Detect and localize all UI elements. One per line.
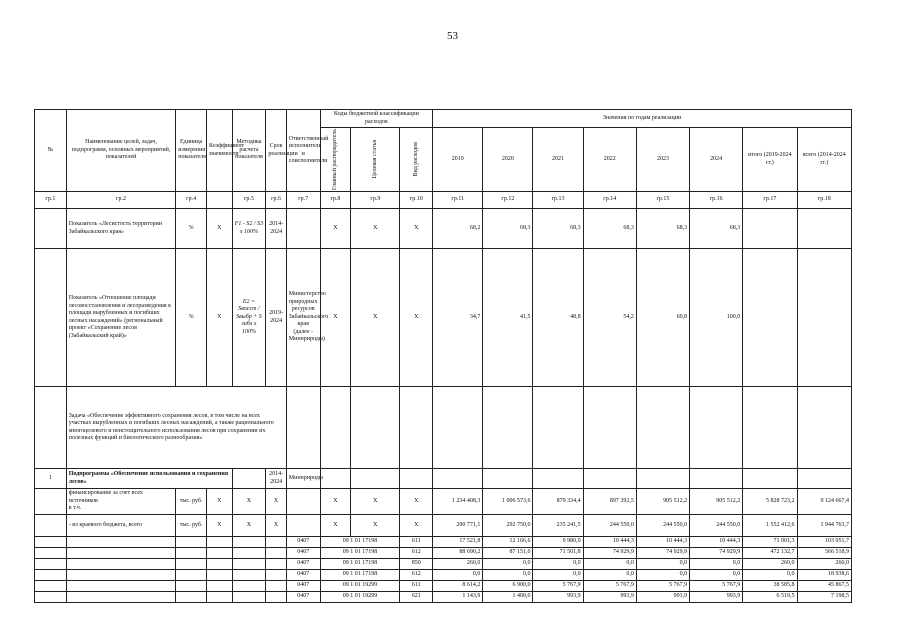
indicator-method: Е2 = Sвосст / Sвыбр + S гибл x 100% [232,249,266,387]
header-code-gr: Главный распорядитель [320,128,351,192]
financing-term: X [266,489,286,515]
header-codes: Коды бюджетной классификации расходов [320,110,433,128]
value-cell: 60,8 [636,249,689,387]
col-number: гр.10 [400,192,433,209]
task-text: Задача «Обеспечение эффективного сохранения лесов, в том числе на всех участках вырубленных и погибших лесных насаждений, а также рационального многоцелевого и неистощительного использования лесов при сохранении их полезных функций и биологического разнообразия» [66,387,286,469]
value-cell: 71 501,8 [533,548,583,559]
total-b-cell: 45 867,5 [797,581,851,592]
value-cell: 34,7 [433,249,483,387]
financing-method: X [232,489,266,515]
value-cell: 5 767,9 [636,581,689,592]
total-a-cell: 472 132,7 [743,548,797,559]
col-number: гр.1 [35,192,67,209]
value-cell: 68,3 [483,209,533,249]
detail-rows [35,537,852,603]
indicator-name: Показатель «Лесистость территории Забайкальского края» [66,209,176,249]
header-total-b: всего (2014-2024 гг.) [797,128,851,192]
value-cell: 5 767,9 [583,581,636,592]
code-vr: 612 [400,570,433,581]
code-gr: 0407 [286,581,320,592]
subprogram-term: 2014-2024 [266,469,286,489]
indicator-method: F1 - S2 / S3 x 100% [232,209,266,249]
code-vr: X [400,489,433,515]
value-cell: 74 929,9 [690,548,743,559]
header-year: 2019 [433,128,483,192]
code-vr: X [400,249,433,387]
code-vr: 612 [400,548,433,559]
code-cs: X [351,209,400,249]
indicator-coef: X [206,249,232,387]
code-cs: X [351,249,400,387]
regional-method: X [232,515,266,537]
value-cell: 0,0 [690,570,743,581]
value-cell: 74 929,9 [583,548,636,559]
value-cell: 1 143,9 [433,592,483,603]
header-year: 2021 [533,128,583,192]
value-cell: 0,0 [483,559,533,570]
indicator-row [35,209,852,249]
code-cs: X [351,515,400,537]
col-number-row [35,192,852,209]
financing-unit: тыс. руб. [176,489,207,515]
col-number [206,192,232,209]
task-row [35,387,852,469]
value-cell: 993,9 [583,592,636,603]
value-cell: 0,0 [533,559,583,570]
col-number: гр.14 [583,192,636,209]
subprogram-executor: Минприроды [286,469,320,489]
value-cell: 68,3 [690,209,743,249]
total-b-cell: 9 124 667,4 [797,489,851,515]
indicator-row [35,249,852,387]
header-coef: Коэффициент значимости [206,110,232,192]
col-number: гр.17 [743,192,797,209]
value-cell: 1 400,0 [483,592,533,603]
total-b-cell: 103 051,7 [797,537,851,548]
value-cell: 0,0 [583,570,636,581]
table-row [35,592,852,603]
financing-sub: в т.ч. [68,505,82,512]
code-cs: X [351,489,400,515]
value-cell: 68,3 [533,209,583,249]
indicator-unit: % [176,249,207,387]
col-number: гр.18 [797,192,851,209]
header-code-vr: Вид расходов [400,128,433,192]
col-number: гр.16 [690,192,743,209]
regional-row [35,515,852,537]
header-year: 2020 [483,128,533,192]
value-cell: 0,0 [636,570,689,581]
value-cell: 290 771,1 [433,515,483,537]
code-cs: 09 1 01 17198 [320,548,400,559]
code-gr: 0407 [286,559,320,570]
header-year: 2022 [583,128,636,192]
financing-coef: X [206,489,232,515]
total-a-cell: 0,0 [743,570,797,581]
value-cell: 10 444,3 [636,537,689,548]
subprogram-name: Подпрограмма «Обеспечение использования и сохранения лесов» [66,469,232,489]
table-row [35,537,852,548]
total-b-cell: 7 198,5 [797,592,851,603]
indicator-executor: Министерство природных ресурсов Забайкальского края (далее - Минприроды) [286,249,320,387]
indicator-term: 2014-2024 [266,209,286,249]
value-cell: 260,0 [433,559,483,570]
value-cell: 905 512,2 [690,489,743,515]
code-vr: X [400,209,433,249]
header-method: Методика расчета показателя [232,110,266,192]
indicator-term: 2019-2024 [266,249,286,387]
code-gr: 0407 [286,570,320,581]
col-number: гр.7 [286,192,320,209]
indicator-coef: X [206,209,232,249]
regional-name: - из краевого бюджета, всего [66,515,176,537]
value-cell: 48,8 [533,249,583,387]
value-cell: 244 550,0 [636,515,689,537]
header-values: Значения по годам реализации [433,110,852,128]
value-cell: 0,0 [690,559,743,570]
header-unit: Единица измерения показателя [176,110,207,192]
value-cell: 1 006 573,6 [483,489,533,515]
page-number: 53 [447,30,458,42]
regional-unit: тыс. руб. [176,515,207,537]
code-gr: X [320,489,351,515]
subprogram-num: 1 [35,469,67,489]
value-cell: 68,3 [583,209,636,249]
value-cell: 17 521,8 [433,537,483,548]
value-cell: 993,9 [533,592,583,603]
code-gr: X [320,515,351,537]
value-cell: 6 900,0 [483,581,533,592]
header-name: Наименование целей, задач, подпрограмм, основных мероприятий, показателей [66,110,176,192]
value-cell: 905 512,2 [636,489,689,515]
financing-row [35,489,852,515]
total-a-cell: 71 001,3 [743,537,797,548]
subprogram-row [35,469,852,489]
value-cell: 8 614,2 [433,581,483,592]
value-cell: 9 980,0 [533,537,583,548]
financing-name: финансирование за счет всех источников в т.ч. [66,489,176,515]
value-cell: 41,5 [483,249,533,387]
value-cell: 68,2 [433,209,483,249]
regional-term: X [266,515,286,537]
header-total-a: итого (2019-2024 гг.) [743,128,797,192]
value-cell: 244 550,0 [583,515,636,537]
value-cell: 88 690,2 [433,548,483,559]
header-code-cs: Целевая статья [351,128,400,192]
col-number: гр.2 [66,192,176,209]
total-a-cell: 6 519,5 [743,592,797,603]
code-gr: 0407 [286,537,320,548]
value-cell: 0,0 [433,570,483,581]
header-num: № [35,110,67,192]
value-cell: 5 767,9 [690,581,743,592]
header-year: 2023 [636,128,689,192]
col-number: гр.6 [266,192,286,209]
value-cell: 0,0 [583,559,636,570]
code-gr: X [320,209,351,249]
code-gr: X [320,249,351,387]
value-cell: 10 444,3 [690,537,743,548]
code-vr: X [400,515,433,537]
value-cell: 0,0 [533,570,583,581]
code-gr: 0407 [286,592,320,603]
regional-coef: X [206,515,232,537]
value-cell: 993,9 [636,592,689,603]
code-cs: 09 1 01 17198 [320,559,400,570]
table-row [35,581,852,592]
header-term: Срок реализации [266,110,286,192]
col-number: гр.11 [433,192,483,209]
total-a-cell: 38 585,8 [743,581,797,592]
col-number: гр.5 [232,192,266,209]
col-number: гр.12 [483,192,533,209]
value-cell: 0,0 [483,570,533,581]
header-executor: Ответственный исполнитель и соисполнители [286,110,320,192]
total-b-cell: 1 944 763,7 [797,515,851,537]
value-cell: 897 392,5 [583,489,636,515]
value-cell: 87 151,0 [483,548,533,559]
value-cell: 879 334,4 [533,489,583,515]
indicator-name: Показатель «Отношение площади лесовосстановления и лесоразведения к площади вырубленных и погибших лесных насаждений» (региональный проект «Сохранение лесов (Забайкальский край)» [66,249,176,387]
header-year: 2024 [690,128,743,192]
total-b-cell: 566 518,9 [797,548,851,559]
table-row [35,570,852,581]
value-cell: 100,0 [690,249,743,387]
value-cell: 0,0 [636,559,689,570]
col-number: гр.13 [533,192,583,209]
code-vr: 611 [400,537,433,548]
value-cell: 68,3 [636,209,689,249]
value-cell: 244 550,0 [690,515,743,537]
value-cell: 1 234 408,3 [433,489,483,515]
value-cell: 292 750,0 [483,515,533,537]
col-number: гр.15 [636,192,689,209]
value-cell: 993,9 [690,592,743,603]
total-b-cell: 18 938,6 [797,570,851,581]
table-row [35,559,852,570]
value-cell: 235 241,5 [533,515,583,537]
code-vr: 621 [400,592,433,603]
col-number: гр.9 [351,192,400,209]
value-cell: 54,2 [583,249,636,387]
total-b-cell: 260,0 [797,559,851,570]
total-a-cell: 1 552 412,6 [743,515,797,537]
value-cell: 10 444,3 [583,537,636,548]
code-vr: 611 [400,581,433,592]
col-number: гр.8 [320,192,351,209]
code-cs: 09 1 01 19299 [320,592,400,603]
code-gr: 0407 [286,548,320,559]
budget-table [34,109,852,603]
code-vr: 850 [400,559,433,570]
total-a-cell: 5 828 723,2 [743,489,797,515]
col-number: гр.4 [176,192,207,209]
code-cs: 09 1 01 19299 [320,581,400,592]
code-cs: 09 1 01 17198 [320,537,400,548]
code-cs: 09 1 01 17198 [320,570,400,581]
total-a-cell: 260,0 [743,559,797,570]
value-cell: 12 166,6 [483,537,533,548]
table-row [35,548,852,559]
value-cell: 5 767,9 [533,581,583,592]
value-cell: 74 929,9 [636,548,689,559]
indicator-unit: % [176,209,207,249]
